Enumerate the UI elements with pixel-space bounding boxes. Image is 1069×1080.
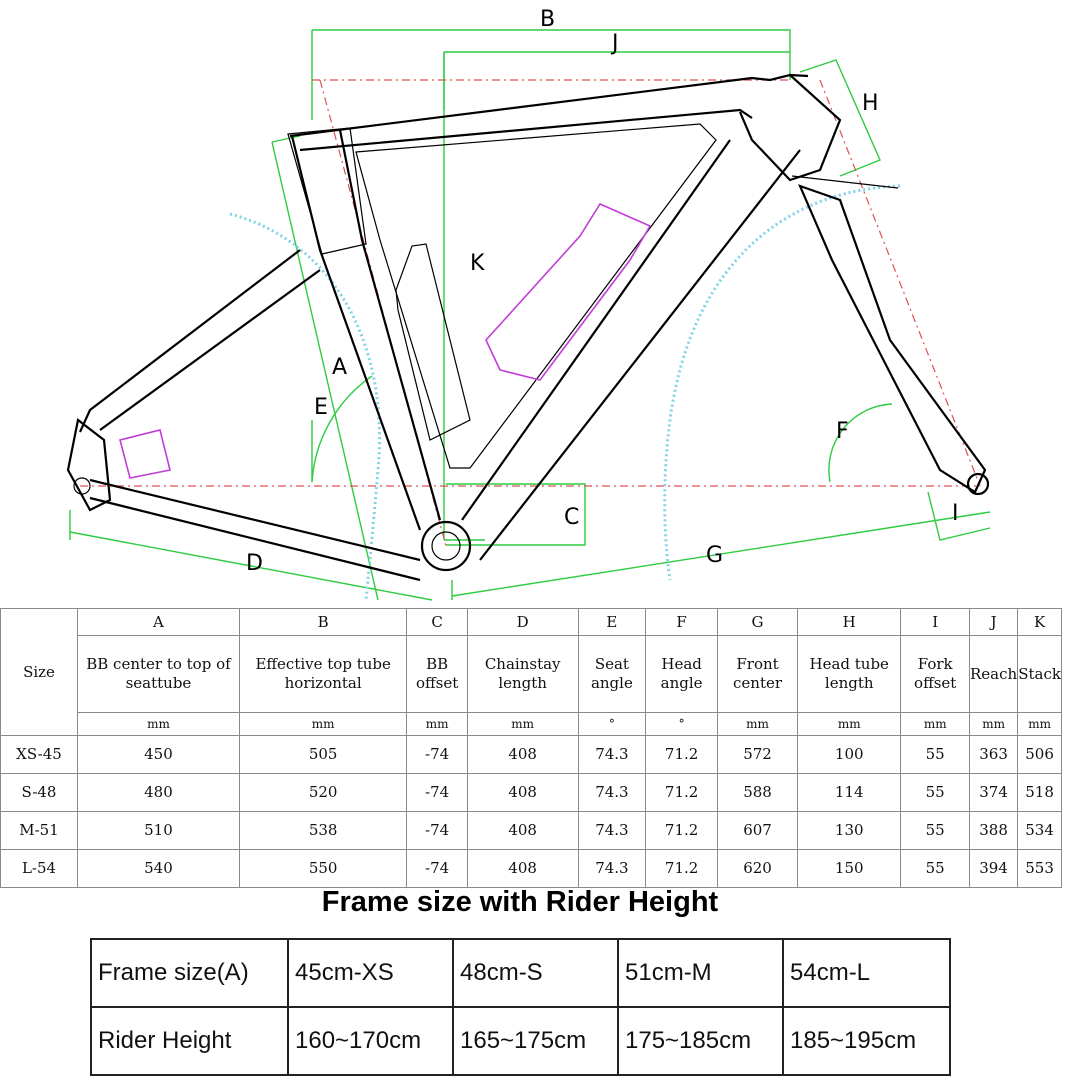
value-cell: -74 xyxy=(407,736,467,774)
value-cell: 55 xyxy=(901,812,970,850)
value-cell: 408 xyxy=(467,812,578,850)
col-letter: E xyxy=(578,609,646,636)
value-cell: 553 xyxy=(1018,850,1062,888)
col-unit: mm xyxy=(78,713,240,736)
value-cell: -74 xyxy=(407,850,467,888)
row-header: Frame size(A) xyxy=(91,939,288,1007)
col-letter: B xyxy=(239,609,406,636)
col-letter: A xyxy=(78,609,240,636)
value-cell: 130 xyxy=(798,812,901,850)
label-j: J xyxy=(612,31,619,56)
label-b: B xyxy=(540,7,556,32)
value-cell: 538 xyxy=(239,812,406,850)
col-name: Head angle xyxy=(646,636,718,713)
value-cell: 550 xyxy=(239,850,406,888)
bottom-bracket xyxy=(422,522,470,570)
seatstay xyxy=(80,250,320,432)
table-cell: 165~175cm xyxy=(453,1007,618,1075)
table-cell: 175~185cm xyxy=(618,1007,783,1075)
value-cell: 408 xyxy=(467,850,578,888)
label-a: A xyxy=(332,355,348,380)
col-letter: G xyxy=(718,609,798,636)
value-cell: 588 xyxy=(718,774,798,812)
value-cell: 363 xyxy=(969,736,1017,774)
value-cell: 620 xyxy=(718,850,798,888)
label-k: K xyxy=(470,251,485,276)
size-cell: S-48 xyxy=(1,774,78,812)
size-cell: L-54 xyxy=(1,850,78,888)
dimension-i-line xyxy=(928,492,990,540)
value-cell: 74.3 xyxy=(578,812,646,850)
dimension-h-line xyxy=(800,60,880,176)
rider-height-table xyxy=(90,938,951,1076)
table-row xyxy=(1,774,1062,812)
table-cell: 160~170cm xyxy=(288,1007,453,1075)
col-name: Head tube length xyxy=(798,636,901,713)
bottom-bracket-inner xyxy=(432,532,460,560)
value-cell: 71.2 xyxy=(646,736,718,774)
value-cell: 71.2 xyxy=(646,850,718,888)
size-cell: M-51 xyxy=(1,812,78,850)
value-cell: 74.3 xyxy=(578,736,646,774)
value-cell: 408 xyxy=(467,774,578,812)
value-cell: 74.3 xyxy=(578,774,646,812)
col-unit: mm xyxy=(969,713,1017,736)
value-cell: 55 xyxy=(901,736,970,774)
col-letter: J xyxy=(969,609,1017,636)
value-cell: 408 xyxy=(467,736,578,774)
col-name: BB center to top of seattube xyxy=(78,636,240,713)
value-cell: 71.2 xyxy=(646,812,718,850)
value-cell: 100 xyxy=(798,736,901,774)
value-cell: 607 xyxy=(718,812,798,850)
col-unit: mm xyxy=(467,713,578,736)
value-cell: 374 xyxy=(969,774,1017,812)
geometry-table xyxy=(0,608,1062,888)
value-cell: 55 xyxy=(901,850,970,888)
value-cell: -74 xyxy=(407,812,467,850)
value-cell: 394 xyxy=(969,850,1017,888)
col-unit: mm xyxy=(718,713,798,736)
bottle-on-downtube xyxy=(486,204,650,380)
col-name: Stack xyxy=(1018,636,1062,713)
value-cell: 505 xyxy=(239,736,406,774)
rear-dropout xyxy=(68,420,110,510)
label-d: D xyxy=(246,551,263,576)
col-name: Chainstay length xyxy=(467,636,578,713)
col-name: Reach xyxy=(969,636,1017,713)
label-c: C xyxy=(564,505,580,530)
brake-caliper xyxy=(120,430,170,478)
col-letter: D xyxy=(467,609,578,636)
value-cell: 450 xyxy=(78,736,240,774)
value-cell: 518 xyxy=(1018,774,1062,812)
col-unit: mm xyxy=(1018,713,1062,736)
rear-wheel-arc xyxy=(230,214,380,600)
value-cell: 55 xyxy=(901,774,970,812)
fork-blade xyxy=(800,186,985,492)
table-row xyxy=(1,812,1062,850)
table-row xyxy=(91,1007,950,1075)
value-cell: 388 xyxy=(969,812,1017,850)
table-cell: 51cm-M xyxy=(618,939,783,1007)
col-unit: ° xyxy=(646,713,718,736)
row-header: Rider Height xyxy=(91,1007,288,1075)
table-cell: 48cm-S xyxy=(453,939,618,1007)
dimension-j-line xyxy=(444,52,790,110)
rider-height-title: Frame size with Rider Height xyxy=(321,886,719,918)
col-unit: mm xyxy=(798,713,901,736)
table-row xyxy=(91,939,950,1007)
front-wheel-arc xyxy=(665,186,900,580)
col-name: Effective top tube horizontal xyxy=(239,636,406,713)
table-cell: 185~195cm xyxy=(783,1007,950,1075)
value-cell: 572 xyxy=(718,736,798,774)
value-cell: 534 xyxy=(1018,812,1062,850)
value-cell: 150 xyxy=(798,850,901,888)
value-cell: 510 xyxy=(78,812,240,850)
size-cell: XS-45 xyxy=(1,736,78,774)
col-unit: mm xyxy=(239,713,406,736)
col-name: Front center xyxy=(718,636,798,713)
table-row xyxy=(1,736,1062,774)
label-g: G xyxy=(706,543,724,568)
table-row xyxy=(1,850,1062,888)
value-cell: -74 xyxy=(407,774,467,812)
col-letter: F xyxy=(646,609,718,636)
table-cell: 54cm-L xyxy=(783,939,950,1007)
col-unit: ° xyxy=(578,713,646,736)
col-letter: C xyxy=(407,609,467,636)
col-name: Fork offset xyxy=(901,636,970,713)
label-f: F xyxy=(836,419,849,444)
col-unit: mm xyxy=(407,713,467,736)
col-unit: mm xyxy=(901,713,970,736)
value-cell: 540 xyxy=(78,850,240,888)
col-name: BB offset xyxy=(407,636,467,713)
label-e: E xyxy=(314,395,328,420)
size-header: Size xyxy=(1,609,78,736)
col-letter: K xyxy=(1018,609,1062,636)
label-h: H xyxy=(862,91,879,116)
value-cell: 74.3 xyxy=(578,850,646,888)
angle-e-arc xyxy=(312,376,372,482)
col-name: Seat angle xyxy=(578,636,646,713)
label-i: I xyxy=(952,501,959,526)
value-cell: 506 xyxy=(1018,736,1062,774)
dimension-b-line xyxy=(312,30,790,120)
value-cell: 71.2 xyxy=(646,774,718,812)
col-letter: I xyxy=(901,609,970,636)
col-letter: H xyxy=(798,609,901,636)
table-cell: 45cm-XS xyxy=(288,939,453,1007)
value-cell: 480 xyxy=(78,774,240,812)
top-tube xyxy=(290,75,808,150)
value-cell: 520 xyxy=(239,774,406,812)
fork-crown xyxy=(792,176,898,188)
value-cell: 114 xyxy=(798,774,901,812)
down-tube xyxy=(462,140,800,560)
